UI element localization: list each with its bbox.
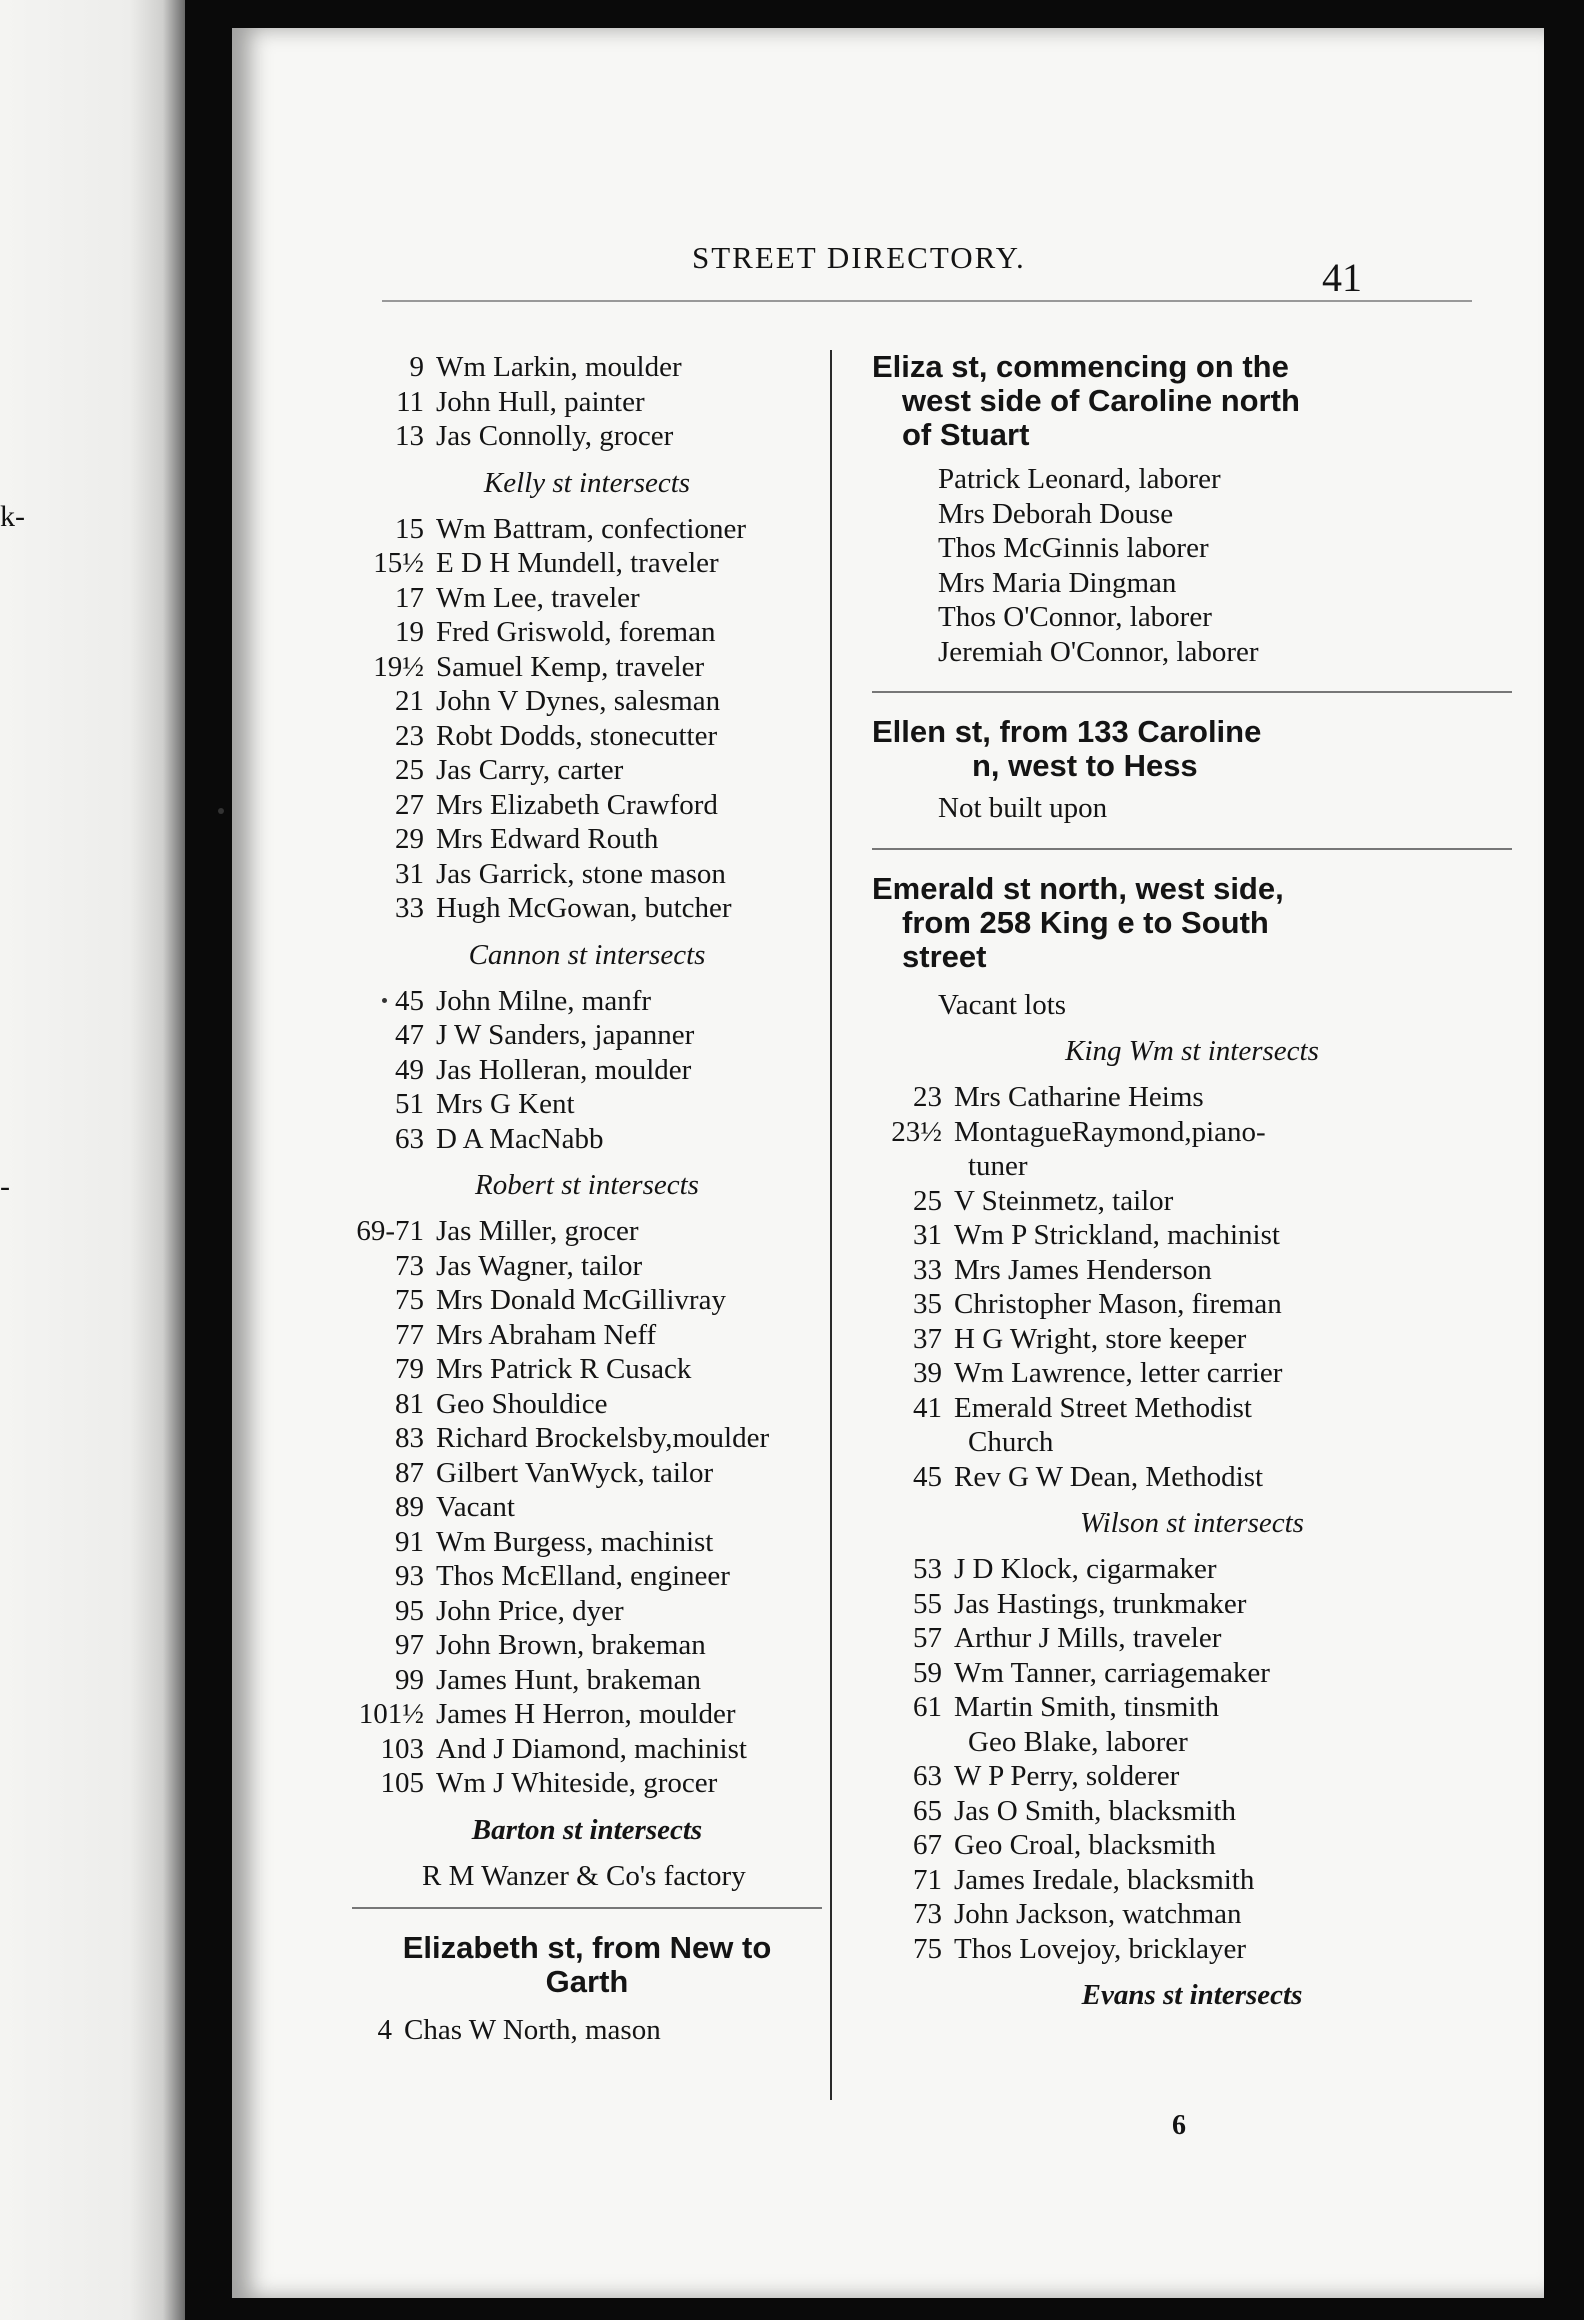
directory-entry <box>352 1214 822 1249</box>
directory-entry <box>352 753 822 788</box>
directory-entry <box>872 1932 1512 1967</box>
directory-entry <box>872 1794 1512 1829</box>
street-heading-line: Ellen st, from 133 Caroline <box>872 714 1262 749</box>
resident-name: James Hunt, brakeman <box>436 1663 701 1696</box>
resident-name: Samuel Kemp, traveler <box>436 650 705 683</box>
house-number: 73 <box>395 1249 424 1282</box>
factory-entry: R M Wanzer & Co's factory <box>422 1859 746 1892</box>
section-rule <box>352 1907 822 1909</box>
house-number: 45 <box>395 984 424 1017</box>
house-number: 4 <box>377 2014 392 2046</box>
house-number: 71 <box>913 1863 942 1896</box>
house-number: 21 <box>395 685 424 717</box>
resident-name: Geo Shouldice <box>436 1387 608 1420</box>
resident-name: Chas W North, mason <box>404 2014 661 2046</box>
house-number: 19½ <box>373 650 424 683</box>
resident-name: Fred Griswold, foreman <box>436 616 716 648</box>
facing-page-fragment: - <box>0 1170 10 1203</box>
street-heading <box>872 872 1512 974</box>
section-rule <box>872 848 1512 850</box>
resident-name: Jas Holleran, moulder <box>436 1053 692 1086</box>
facing-page-fragment: k- <box>0 500 25 533</box>
house-number: 47 <box>395 1019 424 1051</box>
house-number: 33 <box>913 1253 942 1286</box>
directory-entry <box>352 684 822 719</box>
house-number: 97 <box>395 1629 424 1661</box>
page-number: 41 <box>1322 255 1362 300</box>
directory-entry <box>352 419 822 454</box>
resident-name: John V Dynes, salesman <box>436 685 721 717</box>
directory-entry <box>872 1656 1512 1691</box>
house-number: 41 <box>913 1391 942 1424</box>
street-heading-line: from 258 King e to South <box>902 904 1269 940</box>
resident-name: Mrs Abraham Neff <box>436 1318 657 1351</box>
directory-entry <box>352 512 822 547</box>
entry-continuation: Church <box>968 1426 1054 1458</box>
left-column <box>352 350 822 2048</box>
resident-name: Wm P Strickland, machinist <box>954 1219 1280 1251</box>
directory-entry <box>352 1559 822 1594</box>
directory-entry <box>872 1322 1512 1357</box>
entry-continuation: Geo Blake, laborer <box>968 1725 1188 1758</box>
intersection-note: Kelly st intersects <box>483 466 691 499</box>
resident-name: James H Herron, moulder <box>436 1698 736 1730</box>
house-number: 17 <box>395 581 424 614</box>
resident-name: Thos McElland, engineer <box>436 1560 730 1592</box>
resident-name: Jas Garrick, stone mason <box>436 857 726 890</box>
resident-name: Vacant <box>436 1491 515 1523</box>
column-divider <box>830 350 832 2100</box>
resident-name: Wm Larkin, moulder <box>436 351 682 383</box>
street-heading-line: n, west to Hess <box>972 748 1198 783</box>
resident-name: Wm Battram, confectioner <box>436 512 747 545</box>
house-number: 69-71 <box>356 1215 424 1247</box>
resident-name: Mrs Catharine Heims <box>954 1081 1204 1113</box>
resident-name: Patrick Leonard, laborer <box>938 463 1221 495</box>
resident-name: Wm Burgess, machinist <box>436 1525 714 1558</box>
house-number: 77 <box>395 1318 424 1351</box>
directory-entry <box>352 1697 822 1732</box>
house-number: 23½ <box>891 1115 942 1148</box>
house-number: 23 <box>395 719 424 752</box>
house-number: 31 <box>913 1219 942 1251</box>
resident-name: Jas Miller, grocer <box>436 1215 639 1247</box>
street-heading-line: Emerald st north, west side, <box>872 870 1284 906</box>
house-number: 45 <box>913 1460 942 1493</box>
directory-entry <box>352 1766 822 1801</box>
intersection-note: Robert st intersects <box>475 1169 699 1201</box>
house-number: 79 <box>395 1353 424 1385</box>
resident-name: Wm Lawrence, letter carrier <box>954 1357 1283 1389</box>
resident-name: Mrs Elizabeth Crawford <box>436 788 718 821</box>
house-number: 99 <box>395 1663 424 1696</box>
house-number: 101½ <box>358 1698 424 1730</box>
resident-name: E D H Mundell, traveler <box>436 547 719 579</box>
street-heading-line: of Stuart <box>902 417 1030 452</box>
directory-entry <box>872 1287 1512 1322</box>
street-heading-line: street <box>902 938 987 974</box>
house-number: 57 <box>913 1622 942 1654</box>
directory-entry <box>352 1122 822 1157</box>
house-number: 87 <box>395 1456 424 1489</box>
directory-entry <box>872 1184 1512 1219</box>
resident-name: Rev G W Dean, Methodist <box>954 1460 1264 1493</box>
house-number: 65 <box>913 1794 942 1827</box>
directory-entry <box>352 615 822 650</box>
resident-name: Jas Wagner, tailor <box>436 1249 643 1282</box>
resident-name: Thos McGinnis laborer <box>938 532 1209 564</box>
intersection-note: Wilson st intersects <box>1080 1507 1304 1539</box>
street-heading-line: Elizabeth st, from New to <box>402 1930 772 1965</box>
house-number: 51 <box>395 1088 424 1120</box>
house-number: 89 <box>395 1491 424 1523</box>
resident-name: Jas Hastings, trunkmaker <box>954 1587 1247 1620</box>
house-number: 95 <box>395 1594 424 1627</box>
resident-name: Richard Brockelsby,moulder <box>436 1422 770 1454</box>
entry-group <box>352 350 822 454</box>
directory-page <box>232 28 1544 2298</box>
resident-name: Mrs Maria Dingman <box>938 566 1177 599</box>
directory-entry <box>872 1460 1512 1495</box>
house-number: 75 <box>395 1284 424 1316</box>
resident-name: Jas Carry, carter <box>436 754 624 786</box>
directory-entry <box>872 1863 1512 1898</box>
directory-entry <box>352 1053 822 1088</box>
directory-entry <box>352 1318 822 1353</box>
street-note: Not built upon <box>938 792 1108 824</box>
directory-entry <box>352 984 822 1019</box>
house-number: 31 <box>395 857 424 890</box>
resident-name: MontagueRaymond,piano- <box>954 1115 1266 1148</box>
directory-entry <box>872 1759 1512 1794</box>
house-number: 55 <box>913 1587 942 1620</box>
directory-entry <box>352 857 822 892</box>
resident-name: Martin Smith, tinsmith <box>954 1691 1220 1723</box>
directory-entry <box>352 350 822 385</box>
house-number: 67 <box>913 1829 942 1861</box>
directory-entry <box>352 1018 822 1053</box>
house-number: 33 <box>395 892 424 924</box>
directory-entry <box>352 546 822 581</box>
directory-entry <box>352 719 822 754</box>
directory-entry <box>352 1283 822 1318</box>
resident-name: Mrs G Kent <box>436 1088 575 1120</box>
directory-entry <box>872 1080 1512 1115</box>
resident-name: W P Perry, solderer <box>954 1760 1180 1792</box>
house-number: 63 <box>913 1760 942 1792</box>
resident-list <box>872 462 1512 669</box>
resident-name: H G Wright, store keeper <box>954 1322 1247 1355</box>
directory-entry <box>352 581 822 616</box>
directory-entry <box>872 1253 1512 1288</box>
resident-name: Wm J Whiteside, grocer <box>436 1767 718 1799</box>
entry-group <box>872 1552 1512 1966</box>
directory-entry <box>352 1594 822 1629</box>
facing-page-edge <box>0 0 185 2320</box>
resident-name: Mrs Donald McGillivray <box>436 1284 726 1316</box>
house-number: 29 <box>395 823 424 855</box>
resident-name: John Hull, painter <box>436 385 645 418</box>
directory-entry <box>872 1552 1512 1587</box>
house-number: 105 <box>380 1767 424 1799</box>
house-number: 53 <box>913 1553 942 1585</box>
house-number: 91 <box>395 1525 424 1558</box>
signature-mark: 6 <box>1172 2110 1186 2141</box>
house-number: 75 <box>913 1932 942 1965</box>
directory-entry <box>352 1387 822 1422</box>
street-heading <box>352 1931 822 1999</box>
directory-entry <box>352 1249 822 1284</box>
resident-name: John Milne, manfr <box>436 984 652 1017</box>
directory-entry <box>352 650 822 685</box>
house-number: 23 <box>913 1081 942 1113</box>
resident-name: Jas Connolly, grocer <box>436 420 674 452</box>
directory-entry <box>352 1628 822 1663</box>
house-number: 49 <box>395 1053 424 1086</box>
resident-name: Robt Dodds, stonecutter <box>436 719 718 752</box>
house-number: 39 <box>913 1357 942 1389</box>
house-number: 15 <box>395 512 424 545</box>
house-number: 25 <box>913 1184 942 1217</box>
street-note: Vacant lots <box>938 988 1067 1021</box>
running-header: STREET DIRECTORY. <box>692 240 1026 275</box>
resident-name: James Iredale, blacksmith <box>954 1863 1255 1896</box>
header-rule <box>382 300 1472 302</box>
directory-entry <box>352 1490 822 1525</box>
directory-entry <box>872 1587 1512 1622</box>
directory-entry <box>352 1732 822 1767</box>
directory-entry <box>872 1897 1512 1932</box>
directory-entry <box>872 1690 1512 1725</box>
resident-name: Geo Croal, blacksmith <box>954 1829 1216 1861</box>
resident-name: J W Sanders, japanner <box>436 1019 695 1051</box>
resident-name: Wm Lee, traveler <box>436 581 640 614</box>
resident-name: Thos O'Connor, laborer <box>938 601 1212 633</box>
resident-name: Mrs James Henderson <box>954 1253 1212 1286</box>
intersection-note: Evans st intersects <box>1081 1979 1303 2011</box>
resident-name: D A MacNabb <box>436 1122 604 1155</box>
house-number: 37 <box>913 1322 942 1355</box>
resident-name: And J Diamond, machinist <box>436 1732 747 1765</box>
entry-group <box>352 984 822 1157</box>
resident-name: Mrs Deborah Douse <box>938 497 1174 530</box>
resident-name: Arthur J Mills, traveler <box>954 1622 1222 1654</box>
directory-entry <box>872 1356 1512 1391</box>
directory-entry <box>352 1663 822 1698</box>
directory-entry <box>352 788 822 823</box>
house-number: 19 <box>395 616 424 648</box>
directory-entry <box>352 1456 822 1491</box>
directory-entry <box>872 1391 1512 1426</box>
street-heading <box>872 715 1512 783</box>
house-number: 9 <box>409 351 424 383</box>
resident-name: John Brown, brakeman <box>436 1629 706 1661</box>
house-number: 27 <box>395 788 424 821</box>
street-heading <box>872 350 1512 452</box>
resident-name: Jeremiah O'Connor, laborer <box>938 635 1259 668</box>
intersection-note: Barton st intersects <box>471 1813 703 1846</box>
house-number: 25 <box>395 754 424 786</box>
resident-name: Wm Tanner, carriagemaker <box>954 1656 1270 1689</box>
print-speck <box>382 998 387 1003</box>
house-number: 83 <box>395 1422 424 1454</box>
house-number: 15½ <box>373 547 424 579</box>
resident-name: Mrs Edward Routh <box>436 823 659 855</box>
street-heading-line: west side of Caroline north <box>902 383 1300 418</box>
entry-group <box>872 1080 1512 1494</box>
directory-entry <box>352 385 822 420</box>
directory-entry <box>872 1115 1512 1150</box>
resident-name: John Jackson, watchman <box>954 1898 1242 1930</box>
intersection-note: King Wm st intersects <box>1065 1035 1319 1067</box>
house-number: 81 <box>395 1387 424 1420</box>
entry-continuation: tuner <box>968 1150 1028 1182</box>
house-number: 93 <box>395 1560 424 1592</box>
entry-group <box>352 512 822 926</box>
house-number: 103 <box>380 1732 424 1765</box>
directory-entry <box>352 891 822 926</box>
directory-entry <box>872 1828 1512 1863</box>
resident-name: Christopher Mason, fireman <box>954 1288 1282 1320</box>
right-column <box>872 350 1512 2024</box>
house-number: 35 <box>913 1288 942 1320</box>
directory-entry <box>352 2013 822 2048</box>
street-heading-line: Garth <box>545 1964 629 1999</box>
directory-entry <box>872 1218 1512 1253</box>
directory-entry <box>352 1352 822 1387</box>
section-rule <box>872 691 1512 693</box>
house-number: 11 <box>396 385 424 418</box>
house-number: 73 <box>913 1898 942 1930</box>
house-number: 63 <box>395 1122 424 1155</box>
resident-name: Emerald Street Methodist <box>954 1391 1252 1424</box>
resident-name: Gilbert VanWyck, tailor <box>436 1456 714 1489</box>
intersection-note: Cannon st intersects <box>468 938 706 971</box>
directory-entry <box>352 1421 822 1456</box>
house-number: 61 <box>913 1691 942 1723</box>
house-number: 13 <box>395 420 424 452</box>
resident-name: Thos Lovejoy, bricklayer <box>954 1932 1247 1965</box>
directory-entry <box>352 822 822 857</box>
directory-entry <box>872 1621 1512 1656</box>
entry-group <box>352 1214 822 1801</box>
resident-name: J D Klock, cigarmaker <box>954 1553 1217 1585</box>
print-speck <box>218 808 224 814</box>
resident-name: Jas O Smith, blacksmith <box>954 1794 1236 1827</box>
resident-name: Mrs Patrick R Cusack <box>436 1353 692 1385</box>
resident-name: John Price, dyer <box>436 1594 624 1627</box>
directory-entry <box>352 1087 822 1122</box>
directory-entry <box>352 1525 822 1560</box>
house-number: 59 <box>913 1656 942 1689</box>
street-heading-line: Eliza st, commencing on the <box>872 349 1289 384</box>
resident-name: V Steinmetz, tailor <box>954 1184 1174 1217</box>
resident-name: Hugh McGowan, butcher <box>436 892 732 924</box>
